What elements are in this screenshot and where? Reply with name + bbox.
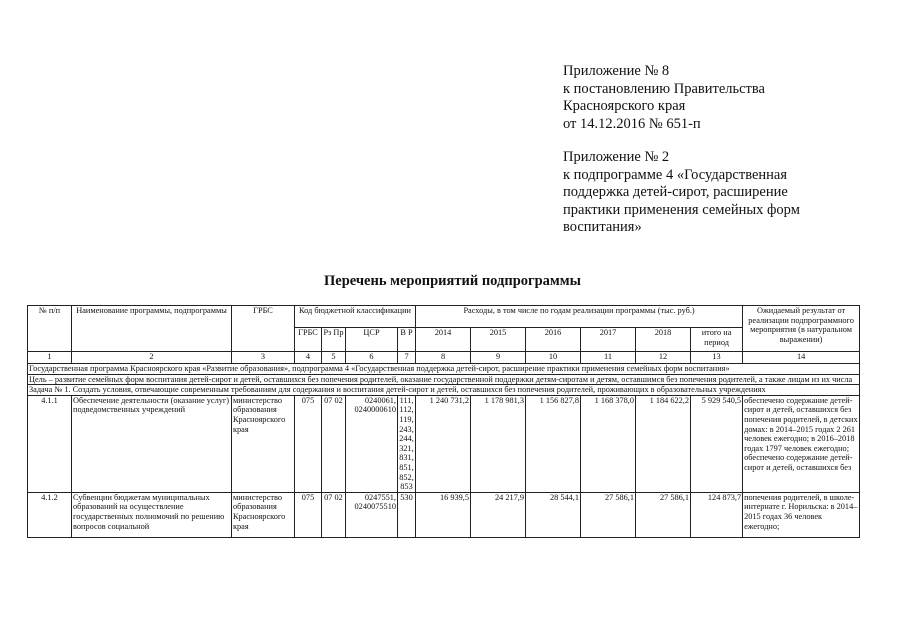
appendix-2-header: [563, 149, 800, 237]
subheader-grbs: ГРБС: [295, 328, 322, 352]
subheader-csr: ЦСР: [346, 328, 398, 352]
row-rzpr: 07 02: [322, 395, 346, 492]
task-text: Задача № 1. Создать условия, отвечающие современным требованиям для содержания и воспитания детей-сирот и детей, оставшихся без попечения родителей, проживающих в образовательных учреждениях: [28, 385, 860, 396]
column-number: 4: [295, 352, 322, 364]
row-name: Обеспечение деятельности (оказание услуг) подведомственных учреждений: [72, 395, 232, 492]
appendix-line: практики применения семейных форм: [563, 201, 800, 218]
header-name: Наименование программы, подпрограммы: [72, 306, 232, 352]
row-num: 4.1.2: [28, 492, 72, 537]
header-expenses: Расходы, в том числе по годам реализации программы (тыс. руб.): [416, 306, 743, 328]
appendix-line: воспитания»: [563, 219, 642, 236]
column-number: 13: [691, 352, 743, 364]
column-number: 3: [232, 352, 295, 364]
column-number: 7: [398, 352, 416, 364]
row-name-text: Субвенции бюджетам муниципальных образований на осуществление государственных полномочий по решению вопросов социальной: [73, 492, 225, 531]
row-2014: 16 939,5: [416, 492, 471, 537]
row-csr: 0240061, 0240000610: [346, 395, 398, 492]
column-number: 8: [416, 352, 471, 364]
program-text: Государственная программа Красноярского края «Развитие образования», подпрограмма 4 «Государственная поддержка детей-сирот, расширение практики применения семейных форм воспитания»: [28, 364, 860, 375]
column-number: 5: [322, 352, 346, 364]
row-grbs: [232, 492, 295, 537]
appendix-line: Красноярского края: [563, 98, 686, 115]
table-row: [28, 492, 860, 537]
appendix-8-header: [563, 63, 765, 133]
row-2017: 27 586,1: [581, 492, 636, 537]
row-rzpr: 07 02: [322, 492, 346, 537]
row-grbs-code: 075: [295, 492, 322, 537]
header-num: № п/п: [28, 306, 72, 352]
row-2018: 27 586,1: [636, 492, 691, 537]
row-vr: 530: [398, 492, 416, 537]
table-row: [28, 395, 860, 492]
page-title: Перечень мероприятий подпрограммы: [324, 273, 581, 289]
column-number: 12: [636, 352, 691, 364]
appendix-line: к постановлению Правительства: [563, 80, 765, 97]
row-vr: 111, 112, 119, 243, 244, 321, 831, 851, 852, 853: [399, 395, 414, 492]
program-row: [28, 364, 860, 375]
subheader-2014: 2014: [416, 328, 471, 352]
header-result: Ожидаемый результат от реализации подпрограммного мероприятия (в натуральном выражении): [743, 306, 860, 352]
header-budget-code: Код бюджетной классификации: [295, 306, 416, 328]
row-total: 5 929 540,5: [691, 395, 743, 492]
row-grbs-text: министерство образования Красноярского края: [233, 492, 286, 531]
row-csr: 0247551, 0240075510: [346, 492, 398, 537]
subheader-2015: 2015: [471, 328, 526, 352]
subheader-rzpr: Рз Пр: [322, 328, 346, 352]
column-number: 9: [471, 352, 526, 364]
header-row: [28, 306, 860, 328]
appendix-line: Приложение № 8: [563, 63, 670, 79]
subheader-2018: 2018: [636, 328, 691, 352]
row-result: [743, 395, 860, 492]
appendix-line: поддержка детей-сирот, расширение: [563, 184, 788, 201]
subheader-2017: 2017: [581, 328, 636, 352]
activities-table: [27, 305, 860, 538]
row-2015: 24 217,9: [471, 492, 526, 537]
column-number-row: [28, 352, 860, 364]
appendix-line: к подпрограмме 4 «Государственная: [563, 166, 788, 183]
row-result-text: обеспечено содержание детей-сирот и детей, оставшихся без попечения родителей, в детских домах: в 2014–2015 годах 2 261 человек ежегодно; в 2016–2018 годах 1797 человек ежегодно; обеспечено содержание детей-сирот и детей, оставшихся без: [744, 395, 858, 472]
row-2016: 1 156 827,8: [526, 395, 581, 492]
subheader-2016: 2016: [526, 328, 581, 352]
row-num: 4.1.1: [28, 395, 72, 492]
goal-text: Цель – развитие семейных форм воспитания детей-сирот и детей, оставшихся без попечения родителей, оказание государственной поддержки детям-сиротам и детям, оставшимся без попечения родителей, а также лицам из их числа: [28, 374, 860, 385]
row-grbs: министерство образования Красноярского края: [232, 395, 295, 492]
row-grbs-code: 075: [295, 395, 322, 492]
row-result-text: попечения родителей, в школе-интернате г. Норильска: в 2014–2015 годах 36 человек ежегодно;: [744, 492, 858, 531]
subheader-vr: В Р: [398, 328, 416, 352]
row-result: [743, 492, 860, 537]
row-2014: 1 240 731,2: [416, 395, 471, 492]
row-2016: 28 544,1: [526, 492, 581, 537]
appendix-line: Приложение № 2: [563, 149, 670, 165]
task-row: [28, 385, 860, 396]
column-number: 14: [743, 352, 860, 364]
row-name: [72, 492, 232, 537]
row-2017: 1 168 378,0: [581, 395, 636, 492]
row-2015: 1 178 981,3: [471, 395, 526, 492]
column-number: 2: [72, 352, 232, 364]
header-grbs: ГРБС: [232, 306, 295, 352]
column-number: 11: [581, 352, 636, 364]
row-total: 124 873,7: [691, 492, 743, 537]
goal-row: [28, 374, 860, 385]
column-number: 1: [28, 352, 72, 364]
subheader-total: итого на период: [691, 328, 743, 352]
column-number: 6: [346, 352, 398, 364]
column-number: 10: [526, 352, 581, 364]
row-2018: 1 184 622,2: [636, 395, 691, 492]
appendix-line: от 14.12.2016 № 651-п: [563, 115, 701, 132]
